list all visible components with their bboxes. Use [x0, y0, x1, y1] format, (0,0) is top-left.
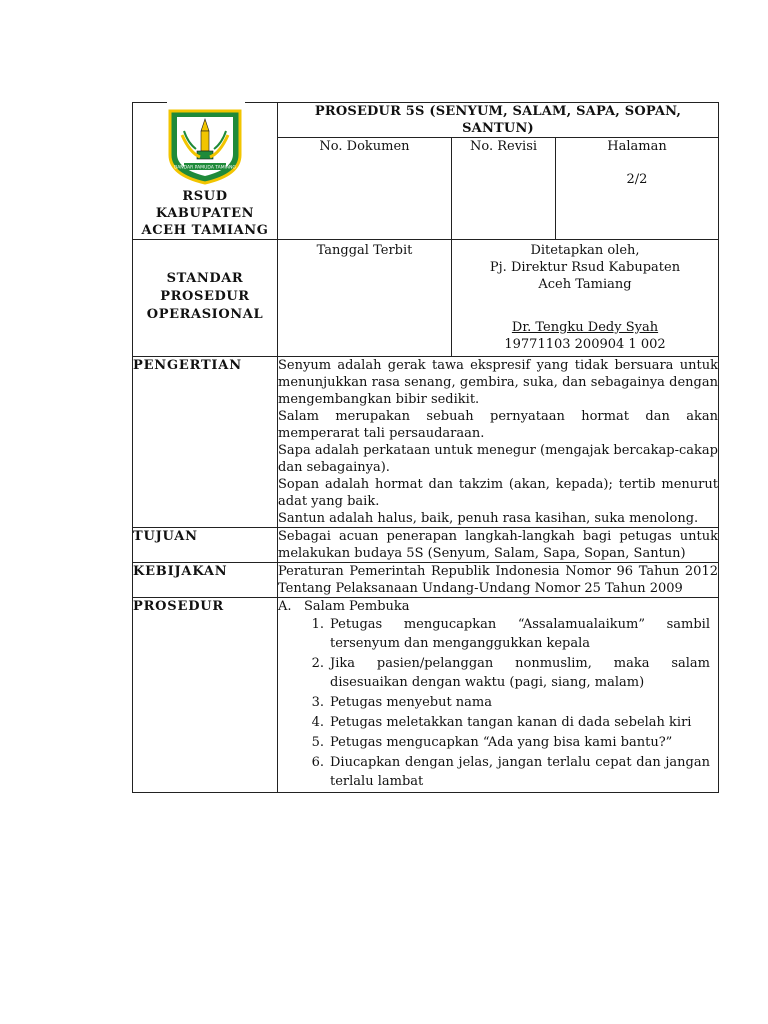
list-item: [300, 654, 710, 692]
kebijakan-content: Peraturan Pemerintah Republik Indonesia Nomor 96 Tahun 2012 Tentang Pelaksanaan Undang-Undang Nomor 25 Tahun 2009: [278, 564, 718, 596]
pengertian-content: [278, 357, 719, 528]
step-number: 6.: [311, 755, 324, 770]
sop-label: STANDAR PROSEDUR OPERASIONAL: [146, 271, 264, 322]
signer-name: Dr. Tengku Dedy Syah: [511, 320, 659, 335]
step-number: 4.: [311, 715, 324, 730]
hospital-logo-cell: [133, 103, 278, 240]
approved-by-label: Ditetapkan oleh,: [530, 243, 640, 258]
step-text: Petugas meletakkan tangan kanan di dada sebelah kiri: [330, 715, 692, 730]
prosedur-content: [278, 598, 719, 793]
definition-sapa: Sapa adalah perkataan untuk menegur (mengajak bercakap-cakap dan sebagainya).: [278, 443, 718, 475]
procedure-steps-list: [300, 615, 710, 791]
hospital-logo: [160, 103, 250, 185]
list-item: [300, 615, 710, 653]
kebijakan-label: KEBIJAKAN: [133, 563, 278, 598]
section-letter: A.: [278, 599, 292, 614]
signer-nip: 19771103 200904 1 002: [504, 337, 666, 352]
list-item: [300, 733, 710, 752]
header-right-block: [278, 103, 719, 240]
step-text: Diucapkan dengan jelas, jangan terlalu cepat dan jangan terlalu lambat: [330, 755, 710, 789]
step-number: 1.: [311, 617, 324, 632]
header-inner-table: [278, 103, 718, 239]
page-cell: [556, 138, 719, 240]
logo-motto-text: BANDAR PAMUDA TAMIANG: [174, 165, 236, 171]
step-text: Petugas mengucapkan “Assalamualaikum” sambil tersenyum dan menganggukkan kepala: [330, 617, 710, 651]
step-number: 2.: [311, 656, 324, 671]
step-number: 5.: [311, 735, 324, 750]
list-item: [300, 693, 710, 712]
list-item: [300, 713, 710, 732]
step-number: 3.: [311, 695, 324, 710]
sop-label-cell: [133, 240, 278, 357]
page-number: 2/2: [626, 172, 648, 187]
sop-document-table: [132, 102, 719, 793]
prosedur-label: PROSEDUR: [133, 598, 278, 793]
step-text: Petugas menyebut nama: [330, 695, 493, 710]
publish-date-label: Tanggal Terbit: [278, 240, 452, 357]
procedure-section-heading: [278, 598, 710, 615]
definition-senyum: Senyum adalah gerak tawa ekspresif yang tidak bersuara untuk menunjukkan rasa senang, gembira, suka, dan sebagainya dengan mengembangkan bibir sedikit.: [278, 358, 718, 407]
hospital-name: RSUD KABUPATEN ACEH TAMIANG: [141, 189, 269, 238]
definition-sopan: Sopan adalah hormat dan takzim (akan, kepada); tertib menurut adat yang baik.: [278, 477, 718, 509]
tujuan-content: Sebagai acuan penerapan langkah-langkah bagi petugas untuk melakukan budaya 5S (Senyum, Salam, Sapa, Sopan, Santun): [278, 529, 718, 561]
tujuan-label: TUJUAN: [133, 528, 278, 563]
top-border-gap: [167, 101, 245, 104]
step-text: Jika pasien/pelanggan nonmuslim, maka salam disesuaikan dengan waktu (pagi, siang, malam): [330, 656, 710, 690]
page-label: Halaman: [607, 139, 667, 154]
section-title: Salam Pembuka: [304, 599, 410, 614]
revision-label: No. Revisi: [452, 138, 556, 240]
director-position: Pj. Direktur Rsud Kabupaten Aceh Tamiang: [489, 260, 681, 292]
hospital-emblem-icon: [160, 105, 250, 185]
pengertian-label: PENGERTIAN: [133, 357, 278, 528]
approval-cell: [452, 240, 719, 357]
document-title: PROSEDUR 5S (SENYUM, SALAM, SAPA, SOPAN, SANTUN): [278, 103, 718, 138]
step-text: Petugas mengucapkan “Ada yang bisa kami bantu?”: [330, 735, 673, 750]
definition-salam: Salam merupakan sebuah pernyataan hormat dan akan memperarat tali persaudaraan.: [278, 409, 718, 441]
doc-number-label: No. Dokumen: [278, 138, 452, 240]
definition-santun: Santun adalah halus, baik, penuh rasa kasihan, suka menolong.: [278, 511, 699, 526]
list-item: [300, 753, 710, 791]
